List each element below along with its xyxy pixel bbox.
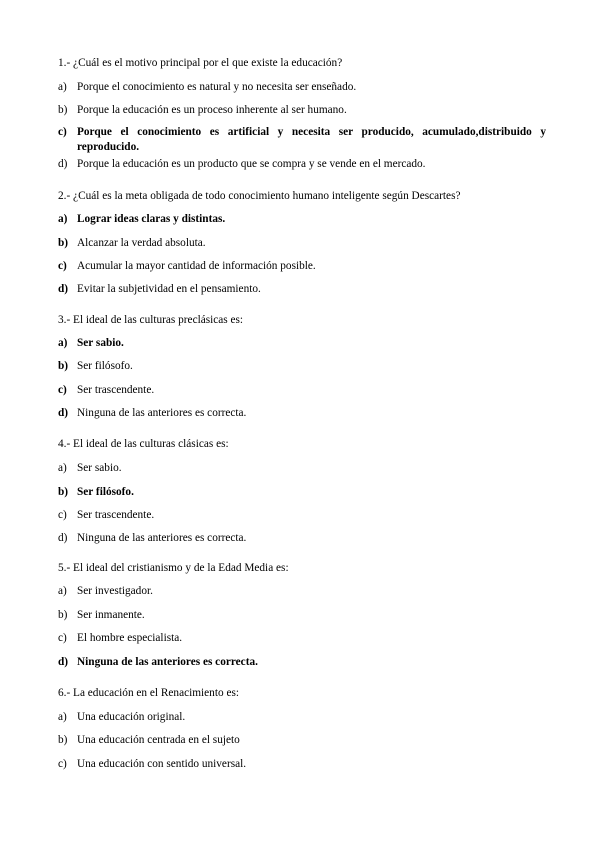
question-1-option-d — [58, 157, 546, 171]
option-letter: b) — [58, 360, 69, 372]
option-letter: c) — [58, 384, 67, 396]
option-text: Ninguna de las anteriores es correcta. — [77, 407, 247, 419]
question-3-option-d — [58, 406, 546, 420]
option-letter: a) — [58, 711, 67, 723]
question-3-option-c — [58, 383, 546, 397]
option-text: Ninguna de las anteriores es correcta. — [77, 532, 247, 544]
option-letter: b) — [58, 734, 68, 746]
option-text: Ser trascendente. — [77, 384, 155, 396]
option-text: Ser sabio. — [77, 337, 124, 349]
question-2-option-a — [58, 212, 546, 226]
option-letter: c) — [58, 632, 67, 644]
option-text: Porque la educación es un producto que se compra y se vende en el mercado. — [77, 158, 426, 170]
question-2-option-d — [58, 282, 546, 296]
question-2-option-b — [58, 236, 546, 250]
question-6-option-c — [58, 757, 546, 771]
question-1-option-a — [58, 80, 546, 94]
question-6-option-a — [58, 710, 546, 724]
question-4-option-a — [58, 461, 546, 475]
question-4: 4.- El ideal de las culturas clásicas es: — [58, 438, 229, 450]
option-text: Ser investigador. — [77, 585, 153, 597]
question-1-option-c — [58, 125, 546, 155]
option-letter: a) — [58, 462, 67, 474]
option-text: Ser inmanente. — [77, 609, 145, 621]
option-letter: a) — [58, 337, 68, 349]
question-6-option-b — [58, 733, 546, 747]
question-3-option-b — [58, 359, 546, 373]
option-text: Ser sabio. — [77, 462, 122, 474]
option-text: Una educación centrada en el sujeto — [77, 734, 240, 746]
option-text: Evitar la subjetividad en el pensamiento. — [77, 283, 261, 295]
question-4-option-d — [58, 531, 546, 545]
question-2-option-c — [58, 259, 546, 273]
option-letter: d) — [58, 158, 68, 170]
option-letter: d) — [58, 407, 69, 419]
option-text: Alcanzar la verdad absoluta. — [77, 237, 206, 249]
question-3: 3.- El ideal de las culturas preclásicas es: — [58, 314, 244, 326]
option-letter: b) — [58, 486, 69, 498]
question-5-option-d — [58, 655, 546, 669]
option-letter: d) — [58, 656, 69, 668]
option-letter: b) — [58, 609, 68, 621]
question-2: 2.- ¿Cuál es la meta obligada de todo conocimiento humano inteligente según Descartes? — [58, 190, 461, 202]
option-text: El hombre especialista. — [77, 632, 183, 644]
option-text: Una educación con sentido universal. — [77, 758, 247, 770]
option-letter: d) — [58, 283, 69, 295]
question-5-option-b — [58, 608, 546, 622]
option-text: Ser filósofo. — [77, 486, 134, 498]
option-letter: b) — [58, 104, 68, 116]
option-text: Porque el conocimiento es natural y no necesita ser enseñado. — [77, 81, 357, 93]
option-letter: a) — [58, 81, 67, 93]
question-5: 5.- El ideal del cristianismo y de la Edad Media es: — [58, 562, 289, 574]
question-3-option-a — [58, 336, 546, 350]
option-letter: c) — [58, 126, 67, 138]
question-1-option-b — [58, 103, 546, 117]
question-1: 1.- ¿Cuál es el motivo principal por el que existe la educación? — [58, 57, 343, 69]
question-4-option-b — [58, 485, 546, 499]
option-letter: d) — [58, 532, 68, 544]
option-letter: b) — [58, 237, 69, 249]
option-letter: a) — [58, 585, 67, 597]
option-text: Ser filósofo. — [77, 360, 133, 372]
question-5-option-c — [58, 631, 546, 645]
option-text: Porque el conocimiento es artificial y necesita ser producido, acumulado,distribuido y reproducido. — [77, 126, 546, 153]
option-letter: c) — [58, 758, 67, 770]
option-text: Acumular la mayor cantidad de información posible. — [77, 260, 316, 272]
question-5-option-a — [58, 584, 546, 598]
option-text: Ser trascendente. — [77, 509, 155, 521]
option-text: Ninguna de las anteriores es correcta. — [77, 656, 258, 668]
option-letter: a) — [58, 213, 68, 225]
option-text: Lograr ideas claras y distintas. — [77, 213, 226, 225]
question-4-option-c — [58, 508, 546, 522]
question-6: 6.- La educación en el Renacimiento es: — [58, 687, 239, 699]
option-letter: c) — [58, 260, 67, 272]
option-text: Porque la educación es un proceso inherente al ser humano. — [77, 104, 347, 116]
option-text: Una educación original. — [77, 711, 186, 723]
option-letter: c) — [58, 509, 67, 521]
